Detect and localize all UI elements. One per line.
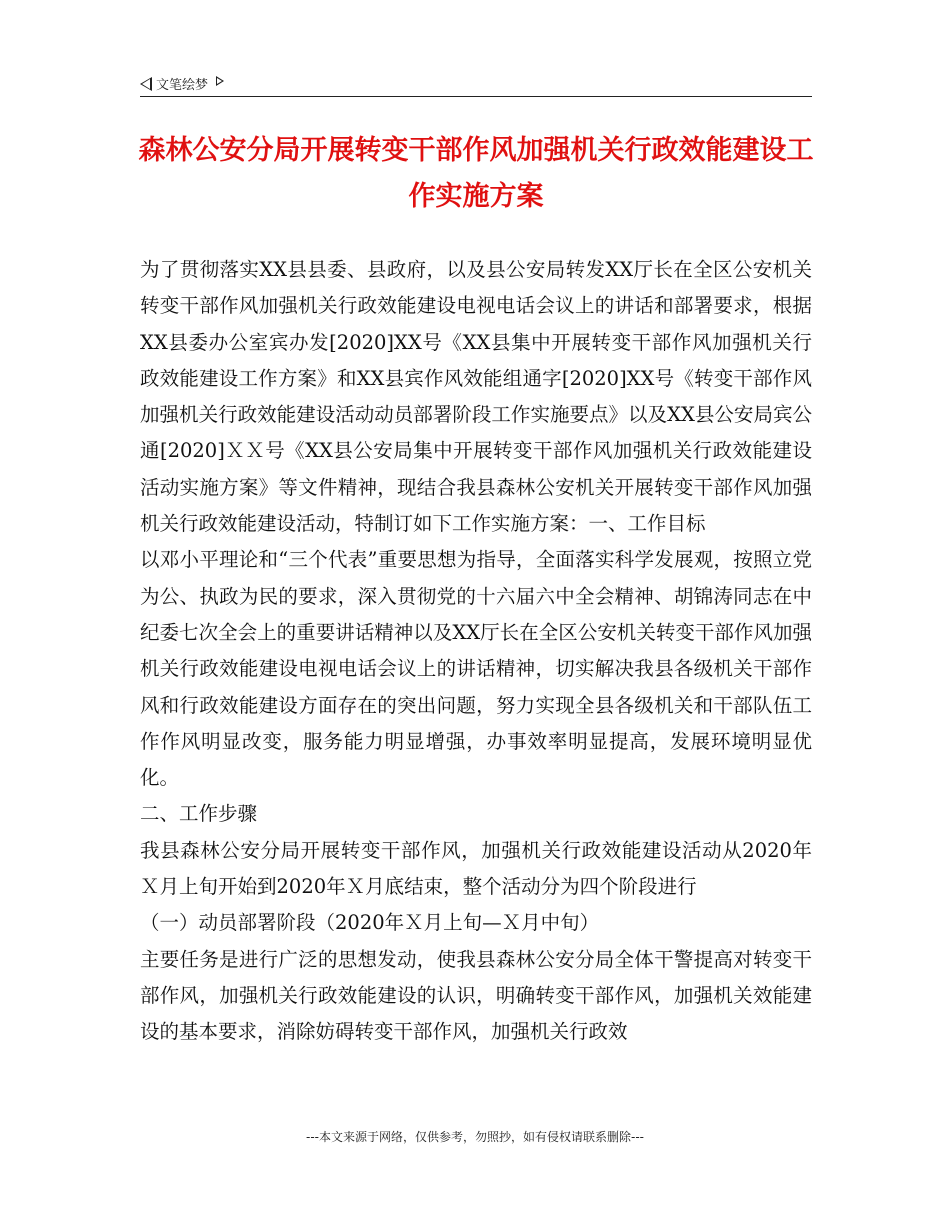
triangle-right-icon	[216, 76, 224, 86]
triangle-left-icon	[140, 77, 152, 91]
paragraph-mobilization: 主要任务是进行广泛的思想发动，使我县森林公安分局全体干警提高对转变干部作风，加强机关行政效能建设的认识，明确转变干部作风，加强机关效能建设的基本要求，消除妨碍转变干部作风，加强机关行政效	[140, 947, 812, 1044]
header-brand	[140, 74, 224, 93]
brand-label: 文笔绘梦	[156, 78, 209, 93]
footer-disclaimer: ---本文来源于网络，仅供参考，勿照抄，如有侵权请联系删除---	[306, 1130, 644, 1144]
page-header	[140, 72, 812, 97]
document-body	[140, 252, 812, 1051]
paragraph-goal: 以邓小平理论和“三个代表”重要思想为指导，全面落实科学发展观，按照立党为公、执政为民的要求，深入贯彻党的十六届六中全会精神、胡锦涛同志在中纪委七次全会上的重要讲话精神以及XX厅长在全区公安机关转变干部作风加强机关行政效能建设电视电话会议上的讲话精神，切实解决我县各级机关干部作风和行政效能建设方面存在的突出问题，努力实现全县各级机关和干部队伍工作作风明显改变，服务能力明显增强，办事效率明显提高，发展环境明显优化。	[140, 548, 812, 790]
document-title: 森林公安分局开展转变干部作风加强机关行政效能建设工作实施方案	[138, 135, 814, 212]
paragraph-intro: 为了贯彻落实XX县县委、县政府，以及县公安局转发XX厅长在全区公安机关转变干部作风加强机关行政效能建设电视电话会议上的讲话和部署要求，根据XX县委办公室宾办发[2020]XX号《XX县集中开展转变干部作风加强机关行政效能建设工作方案》和XX县宾作风效能组通字[2020]XX号《转变干部作风加强机关行政效能建设活动动员部署阶段工作实施要点》以及XX县公安局宾公通[2020]ＸＸ号《XX县公安局集中开展转变干部作风加强机关行政效能建设活动实施方案》等文件精神，现结合我县森林公安机关开展转变干部作风加强机关行政效能建设活动，特制订如下工作实施方案：一、工作目标	[140, 258, 812, 536]
paragraph-steps: 我县森林公安分局开展转变干部作风，加强机关行政效能建设活动从2020年Ｘ月上旬开始到2020年Ｘ月底结束，整个活动分为四个阶段进行	[140, 838, 812, 899]
section-heading-steps: 二、工作步骤	[140, 802, 258, 826]
subsection-heading-mobilization: （一）动员部署阶段（2020年Ｘ月上旬—Ｘ月中旬）	[140, 911, 600, 935]
